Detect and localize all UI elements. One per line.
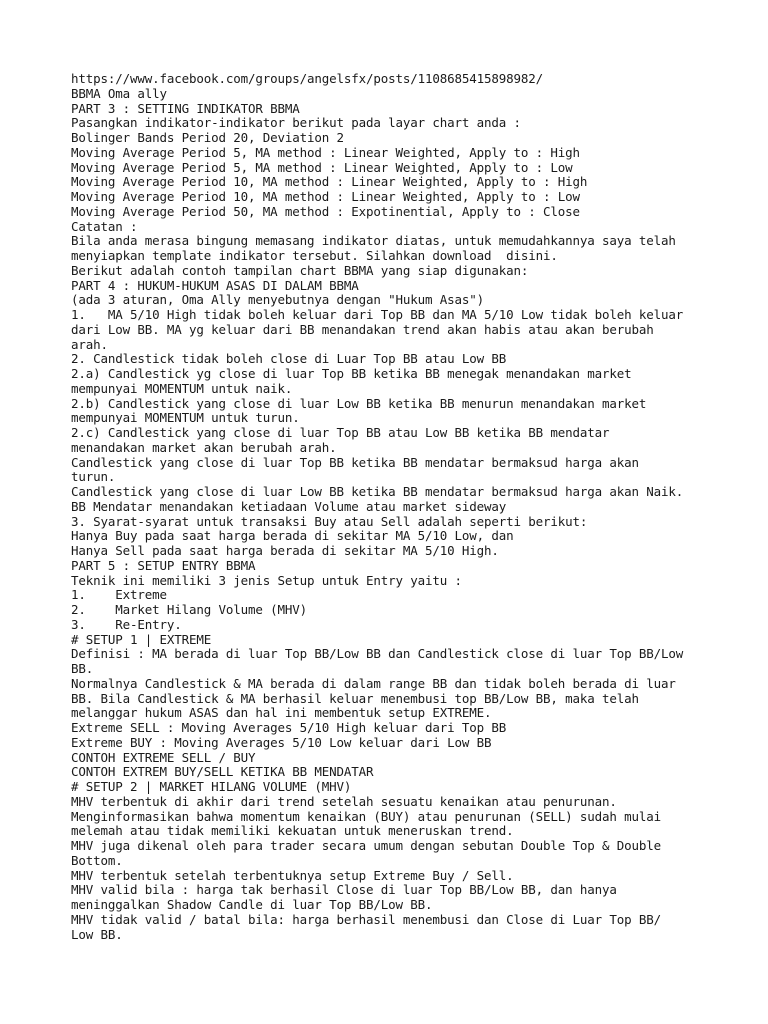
source-url-text: https://www.facebook.com/groups/angelsfx/posts/1108685415898982/: [71, 71, 544, 86]
text-line: menyiapkan template indikator tersebut. Silahkan download disini.: [71, 248, 558, 263]
text-line: turun.: [71, 469, 116, 485]
text-line: 2.b) Candlestick yang close di luar Low BB ketika BB menurun menandakan market: [71, 395, 647, 411]
text-line: BB Mendatar menandakan ketiadaan Volume atau market sideway: [71, 498, 507, 514]
text-line: arah.: [71, 336, 108, 352]
text-line: Candlestick yang close di luar Top BB ketika BB mendatar bermaksud harga akan: [71, 454, 639, 470]
text-line: Teknik ini memiliki 3 jenis Setup untuk Entry yaitu :: [71, 572, 462, 588]
text-line: MHV terbentuk di akhir dari trend setelah sesuatu kenaikan atau penurunan.: [71, 793, 617, 809]
text-line: Extreme SELL : Moving Averages 5/10 High keluar dari Top BB: [71, 720, 507, 735]
text-line: Hanya Buy pada saat harga berada di sekitar MA 5/10 Low, dan: [71, 528, 514, 544]
text-line: 2. Candlestick tidak boleh close di Luar Top BB atau Low BB: [71, 351, 507, 367]
text-line: Moving Average Period 50, MA method : Expotinential, Apply to : Close: [71, 203, 580, 219]
text-line: Catatan :: [71, 218, 138, 234]
text-line: 2. Market Hilang Volume (MHV): [71, 602, 308, 617]
text-line: MHV valid bila : harga tak berhasil Close di luar Top BB/Low BB, dan hanya: [71, 882, 617, 898]
text-line: melemah atau tidak memiliki kekuatan untuk meneruskan trend.: [71, 823, 514, 839]
text-line: PART 5 : SETUP ENTRY BBMA: [71, 557, 256, 573]
text-line: # SETUP 1 | EXTREME: [71, 631, 212, 647]
text-line: Definisi : MA berada di luar Top BB/Low BB dan Candlestick close di luar Top BB/Low: [71, 646, 684, 662]
text-line: Berikut adalah contoh tampilan chart BBMA yang siap digunakan:: [71, 262, 529, 278]
text-line: PART 4 : HUKUM-HUKUM ASAS DI DALAM BBMA: [71, 277, 359, 293]
text-line: Bottom.: [71, 852, 123, 868]
text-line: 3. Syarat-syarat untuk transaksi Buy atau Sell adalah seperti berikut:: [71, 513, 588, 529]
text-line: melanggar hukum ASAS dan hal ini membentuk setup EXTREME.: [71, 705, 492, 721]
text-line: 2.a) Candlestick yg close di luar Top BB ketika BB menegak menandakan market: [71, 366, 632, 381]
text-line: Moving Average Period 10, MA method : Linear Weighted, Apply to : Low: [71, 189, 580, 204]
text-line: Bolinger Bands Period 20, Deviation 2: [71, 130, 344, 145]
text-line: CONTOH EXTREM BUY/SELL KETIKA BB MENDATAR: [71, 764, 374, 780]
text-line: 1. Extreme: [71, 587, 167, 603]
text-line: mempunyai MOMENTUM untuk naik.: [71, 380, 293, 396]
text-line: mempunyai MOMENTUM untuk turun.: [71, 410, 300, 426]
text-line: Extreme BUY : Moving Averages 5/10 Low keluar dari Low BB: [71, 734, 492, 750]
text-line: Moving Average Period 10, MA method : Linear Weighted, Apply to : High: [71, 174, 588, 190]
text-line: Normalnya Candlestick & MA berada di dalam range BB dan tidak boleh berada di luar: [71, 675, 676, 691]
text-line: # SETUP 2 | MARKET HILANG VOLUME (MHV): [71, 779, 352, 794]
text-line: CONTOH EXTREME SELL / BUY: [71, 749, 256, 765]
text-line: Pasangkan indikator-indikator berikut pada layar chart anda :: [71, 115, 521, 131]
text-line: PART 3 : SETTING INDIKATOR BBMA: [71, 100, 300, 116]
text-line: menandakan market akan berubah arah.: [71, 439, 337, 455]
text-line: dari Low BB. MA yg keluar dari BB menandakan trend akan habis atau akan berubah: [71, 321, 654, 337]
text-line: Moving Average Period 5, MA method : Linear Weighted, Apply to : Low: [71, 159, 573, 175]
text-line: 2.c) Candlestick yang close di luar Top BB atau Low BB ketika BB mendatar: [71, 425, 610, 440]
text-line: Candlestick yang close di luar Low BB ketika BB mendatar bermaksud harga akan Naik.: [71, 484, 684, 499]
text-line: BB.: [71, 661, 94, 676]
text-line: BB. Bila Candlestick & MA berhasil keluar menembusi top BB/Low BB, maka telah: [71, 690, 639, 706]
text-line: Moving Average Period 5, MA method : Linear Weighted, Apply to : High: [71, 144, 580, 160]
text-line: BBMA Oma ally: [71, 85, 167, 101]
text-line: 3. Re-Entry.: [71, 616, 182, 632]
text-line: Low BB.: [71, 926, 123, 942]
text-line: MHV terbentuk setelah terbentuknya setup Extreme Buy / Sell.: [71, 867, 514, 883]
document-body: [71, 72, 703, 942]
text-line: MHV juga dikenal oleh para trader secara umum dengan sebutan Double Top & Double: [71, 838, 662, 853]
text-line: meninggalkan Shadow Candle di luar Top BB/Low BB.: [71, 897, 433, 912]
text-line: MHV tidak valid / batal bila: harga berhasil menembusi dan Close di Luar Top BB/: [71, 911, 662, 927]
text-line: Bila anda merasa bingung memasang indikator diatas, untuk memudahkannya saya telah: [71, 233, 676, 249]
text-line: (ada 3 aturan, Oma Ally menyebutnya dengan "Hukum Asas"): [71, 292, 485, 308]
text-line: Menginformasikan bahwa momentum kenaikan (BUY) atau penurunan (SELL) sudah mulai: [71, 808, 662, 824]
text-line: Hanya Sell pada saat harga berada di sekitar MA 5/10 High.: [71, 543, 499, 558]
text-line: 1. MA 5/10 High tidak boleh keluar dari Top BB dan MA 5/10 Low tidak boleh keluar: [71, 307, 684, 322]
